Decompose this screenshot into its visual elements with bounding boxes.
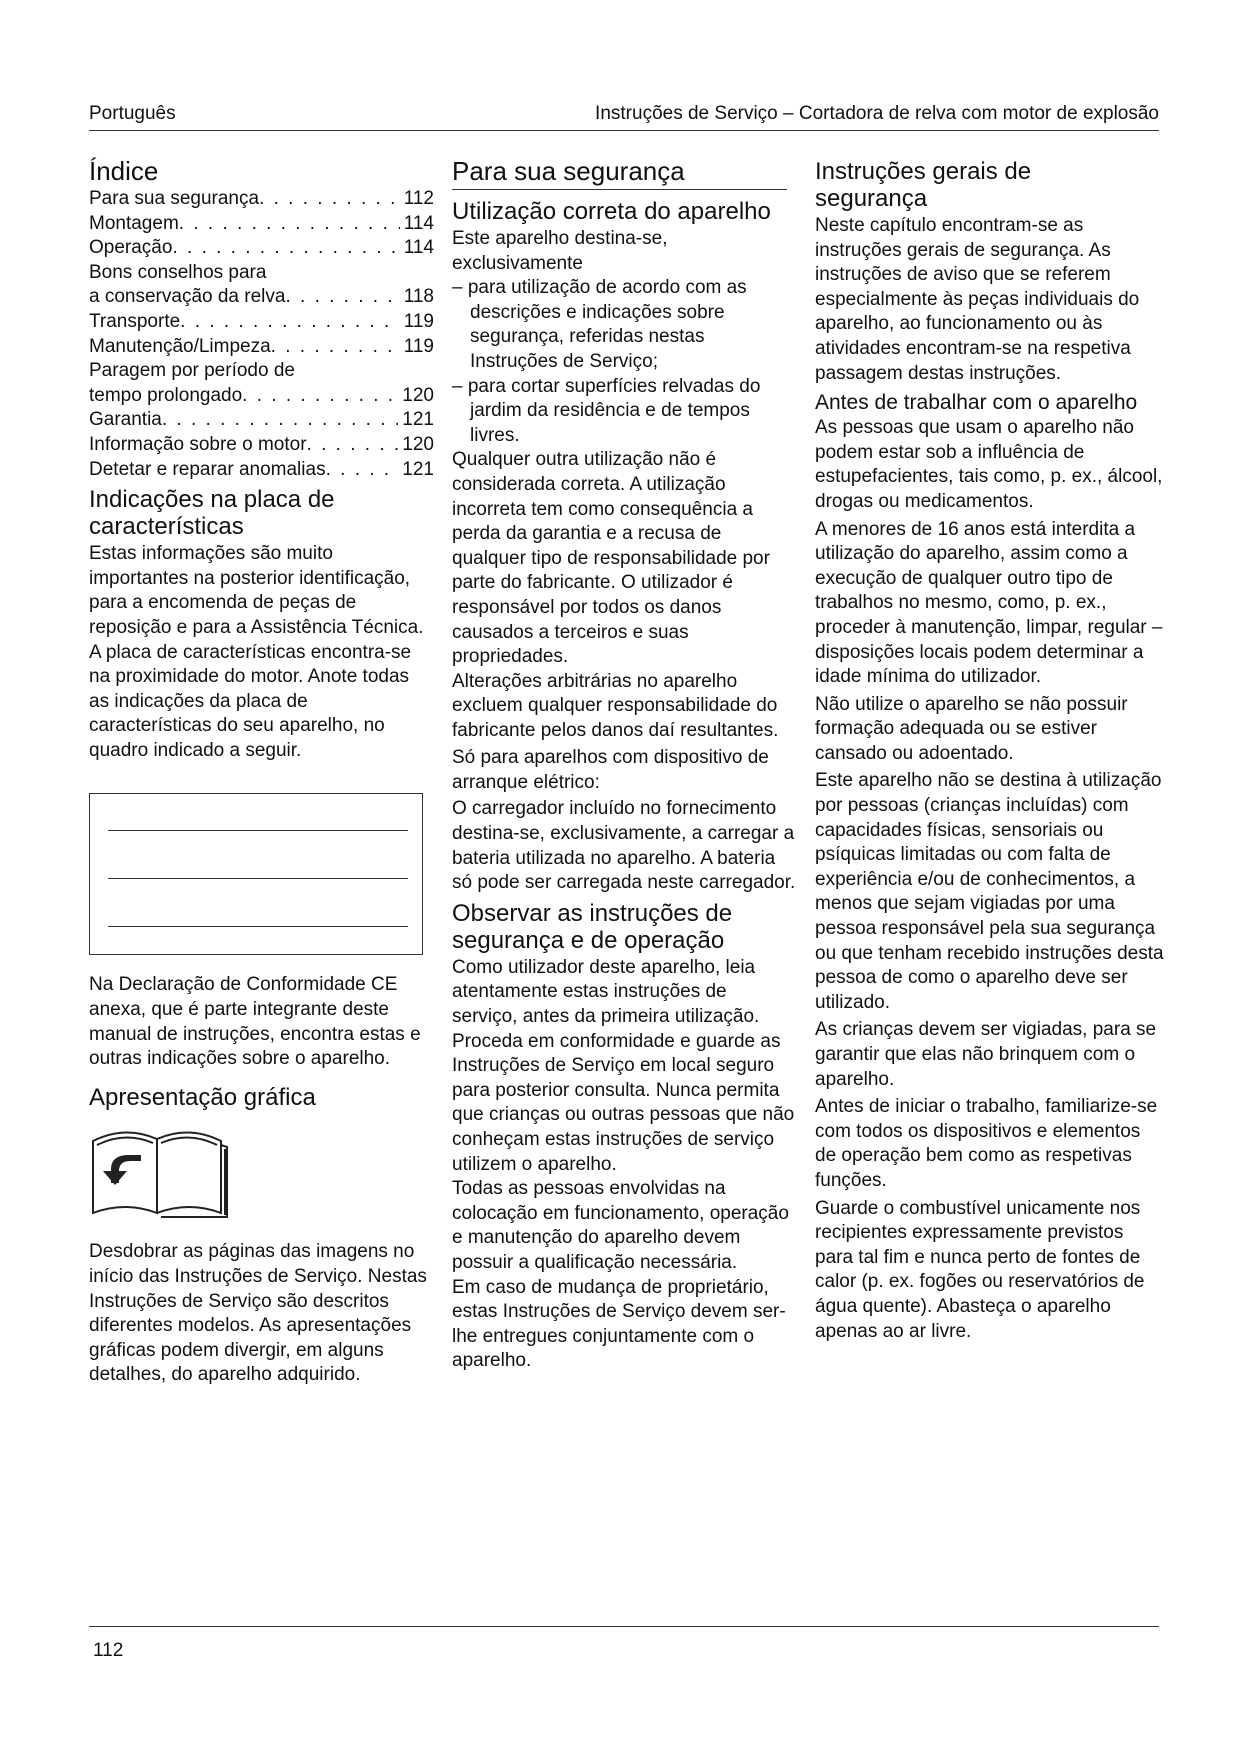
toc-entry: Para sua segurança . . . 112 [89,187,434,212]
safety-heading: Para sua segurança [452,158,787,190]
toc-entry: Informação sobre o motor . . . 120 [89,433,434,458]
safety-paragraph: As pessoas que usam o aparelho não podem estar sob a influência de estupefacientes, tais como, p. ex., álcool, drogas ou medicamentos. [815,417,1163,512]
header-language: Português [89,103,176,124]
index-heading: Índice [89,156,159,186]
header-divider [89,130,1159,131]
plate-entry-line [108,878,408,879]
safety-paragraph: Não utilize o aparelho se não possuir formação adequada ou se estiver cansado ou adoentado. [815,693,1128,764]
safety-paragraph: As crianças devem ser vigiadas, para se garantir que elas não brinquem com o aparelho. [815,1019,1157,1090]
general-safety-intro: Neste capítulo encontram-se as instruções gerais de segurança. As instruções de aviso que se referem especialmente às peças individuais do aparelho, ao funcionamento ou às atividades encontram-se na respetiva passagem destas instruções. [815,215,1140,384]
graphic-heading: Apresentação gráfica [89,1083,316,1111]
correct-use-list [452,276,797,448]
safety-paragraph: Antes de iniciar o trabalho, familiarize-se com todos os dispositivos e elementos de operação bem como as respetivas funções. [815,1096,1158,1191]
list-item: – para cortar superfícies relvadas do jardim da residência e de tempos livres. [452,375,797,449]
safety-paragraph: Este aparelho não se destina à utilização por pessoas (crianças incluídas) com capacidades físicas, sensoriais ou psíquicas limitadas ou com falta de experiência e/ou de conhecimentos, a menos que sejam vigiadas por uma pessoa responsável pela sua segurança ou que tenham recebido instruções desta pessoa de como o aparelho deve ser utilizado. [815,770,1164,1013]
list-item: – para utilização de acordo com as descrições e indicações sobre segurança, referidas nestas Instruções de Serviço; [452,276,797,374]
table-of-contents [89,187,434,482]
declaration-text: Na Declaração de Conformidade CE anexa, que é parte integrante deste manual de instruções, encontra estas e outras indicações sobre o aparelho. [89,974,421,1070]
observe-paragraph: Em caso de mudança de proprietário, estas Instruções de Serviço devem ser-lhe entregues conjuntamente com o aparelho. [452,1276,786,1372]
correct-use-intro: Este aparelho destina-se, exclusivamente [452,228,668,274]
toc-entry: Operação . . . 114 [89,236,434,261]
plate-heading: Indicações na placa de características [89,486,335,541]
general-safety-heading: Instruções gerais de segurança [815,158,1032,212]
toc-entry: Detetar e reparar anomalias . . . 121 [89,458,434,483]
toc-entry: tempo prolongado . . . 120 [89,384,434,409]
header-title: Instruções de Serviço – Cortadora de relva com motor de explosão [595,103,1159,124]
column-left [89,158,434,1388]
toc-entry: a conservação da relva . . . 118 [89,285,434,310]
toc-entry-line1: Paragem por período de [89,360,295,382]
plate-entry-line [108,830,408,831]
rating-plate-form [89,793,423,955]
graphic-text: Desdobrar as páginas das imagens no início das Instruções de Serviço. Nestas Instruções de Serviço são descritos diferentes modelos. As apresentações gráficas podem divergir, em alguns detalhes, do aparelho adquirido. [89,1241,427,1386]
footer-divider [89,1626,1159,1627]
observe-paragraph: Todas as pessoas envolvidas na colocação em funcionamento, operação e manutenção do aparelho devem possuir a qualificação necessária. [452,1178,789,1273]
page-number: 112 [93,1640,124,1661]
safety-paragraph: A menores de 16 anos está interdita a utilização do aparelho, assim como a execução de qualquer outro tipo de trabalhos no mesmo, como, p. ex., proceder à manutenção, limpar, regular – disposições locais podem determinar a idade mínima do utilizador. [815,518,1163,688]
plate-text: Estas informações são muito importantes na posterior identificação, para a encomenda de peças de reposição e para a Assistência Técnica. A placa de características encontra-se na proximidade do motor. Anote todas as indicações da placa de características do seu aparelho, no quadro indicado a seguir. [89,543,424,761]
column-right [815,158,1165,1344]
electric-start-text: O carregador incluído no fornecimento destina-se, exclusivamente, a carregar a bateria utilizada no aparelho. A bateria só pode ser carregada neste carregador. [452,798,796,894]
toc-entry: Montagem . . . 114 [89,212,434,237]
plate-entry-line [108,926,408,927]
correct-use-paragraph: Alterações arbitrárias no aparelho excluem qualquer responsabilidade do fabricante pelos danos daí resultantes. [452,670,779,741]
column-middle [452,158,797,1374]
toc-entry: Manutenção/Limpeza . . . 119 [89,335,434,360]
observe-paragraph: Como utilizador deste aparelho, leia atentamente estas instruções de serviço, antes da primeira utilização. Proceda em conformidade e guarde as Instruções de Serviço em local seguro para posterior consulta. Nunca permita que crianças ou outras pessoas que não conheçam estas instruções de serviço utilizem o aparelho. [452,956,795,1175]
toc-entry-line1: Bons conselhos para [89,261,267,283]
correct-use-paragraph: Qualquer outra utilização não é considerada correta. A utilização incorreta tem como consequência a perda da garantia e a recusa de qualquer tipo de responsabilidade por parte do fabricante. O utilizador é responsável por todos os danos causados a terceiros e suas propriedades. [452,449,770,668]
correct-use-heading: Utilização correta do aparelho [452,198,771,225]
observe-heading: Observar as instruções de segurança e de operação [452,899,733,954]
before-work-heading: Antes de trabalhar com o aparelho [815,391,1138,415]
safety-paragraph: Guarde o combustível unicamente nos recipientes expressamente previstos para tal fim e nunca perto de fontes de calor (p. ex. fogões ou reservatórios de água quente). Abasteça o aparelho apenas ao ar livre. [815,1197,1145,1342]
open-book-icon [89,1121,434,1227]
electric-start-heading: Só para aparelhos com dispositivo de arranque elétrico: [452,747,769,794]
toc-entry: Transporte . . . 119 [89,310,434,335]
toc-entry: Garantia . . . 121 [89,408,434,433]
